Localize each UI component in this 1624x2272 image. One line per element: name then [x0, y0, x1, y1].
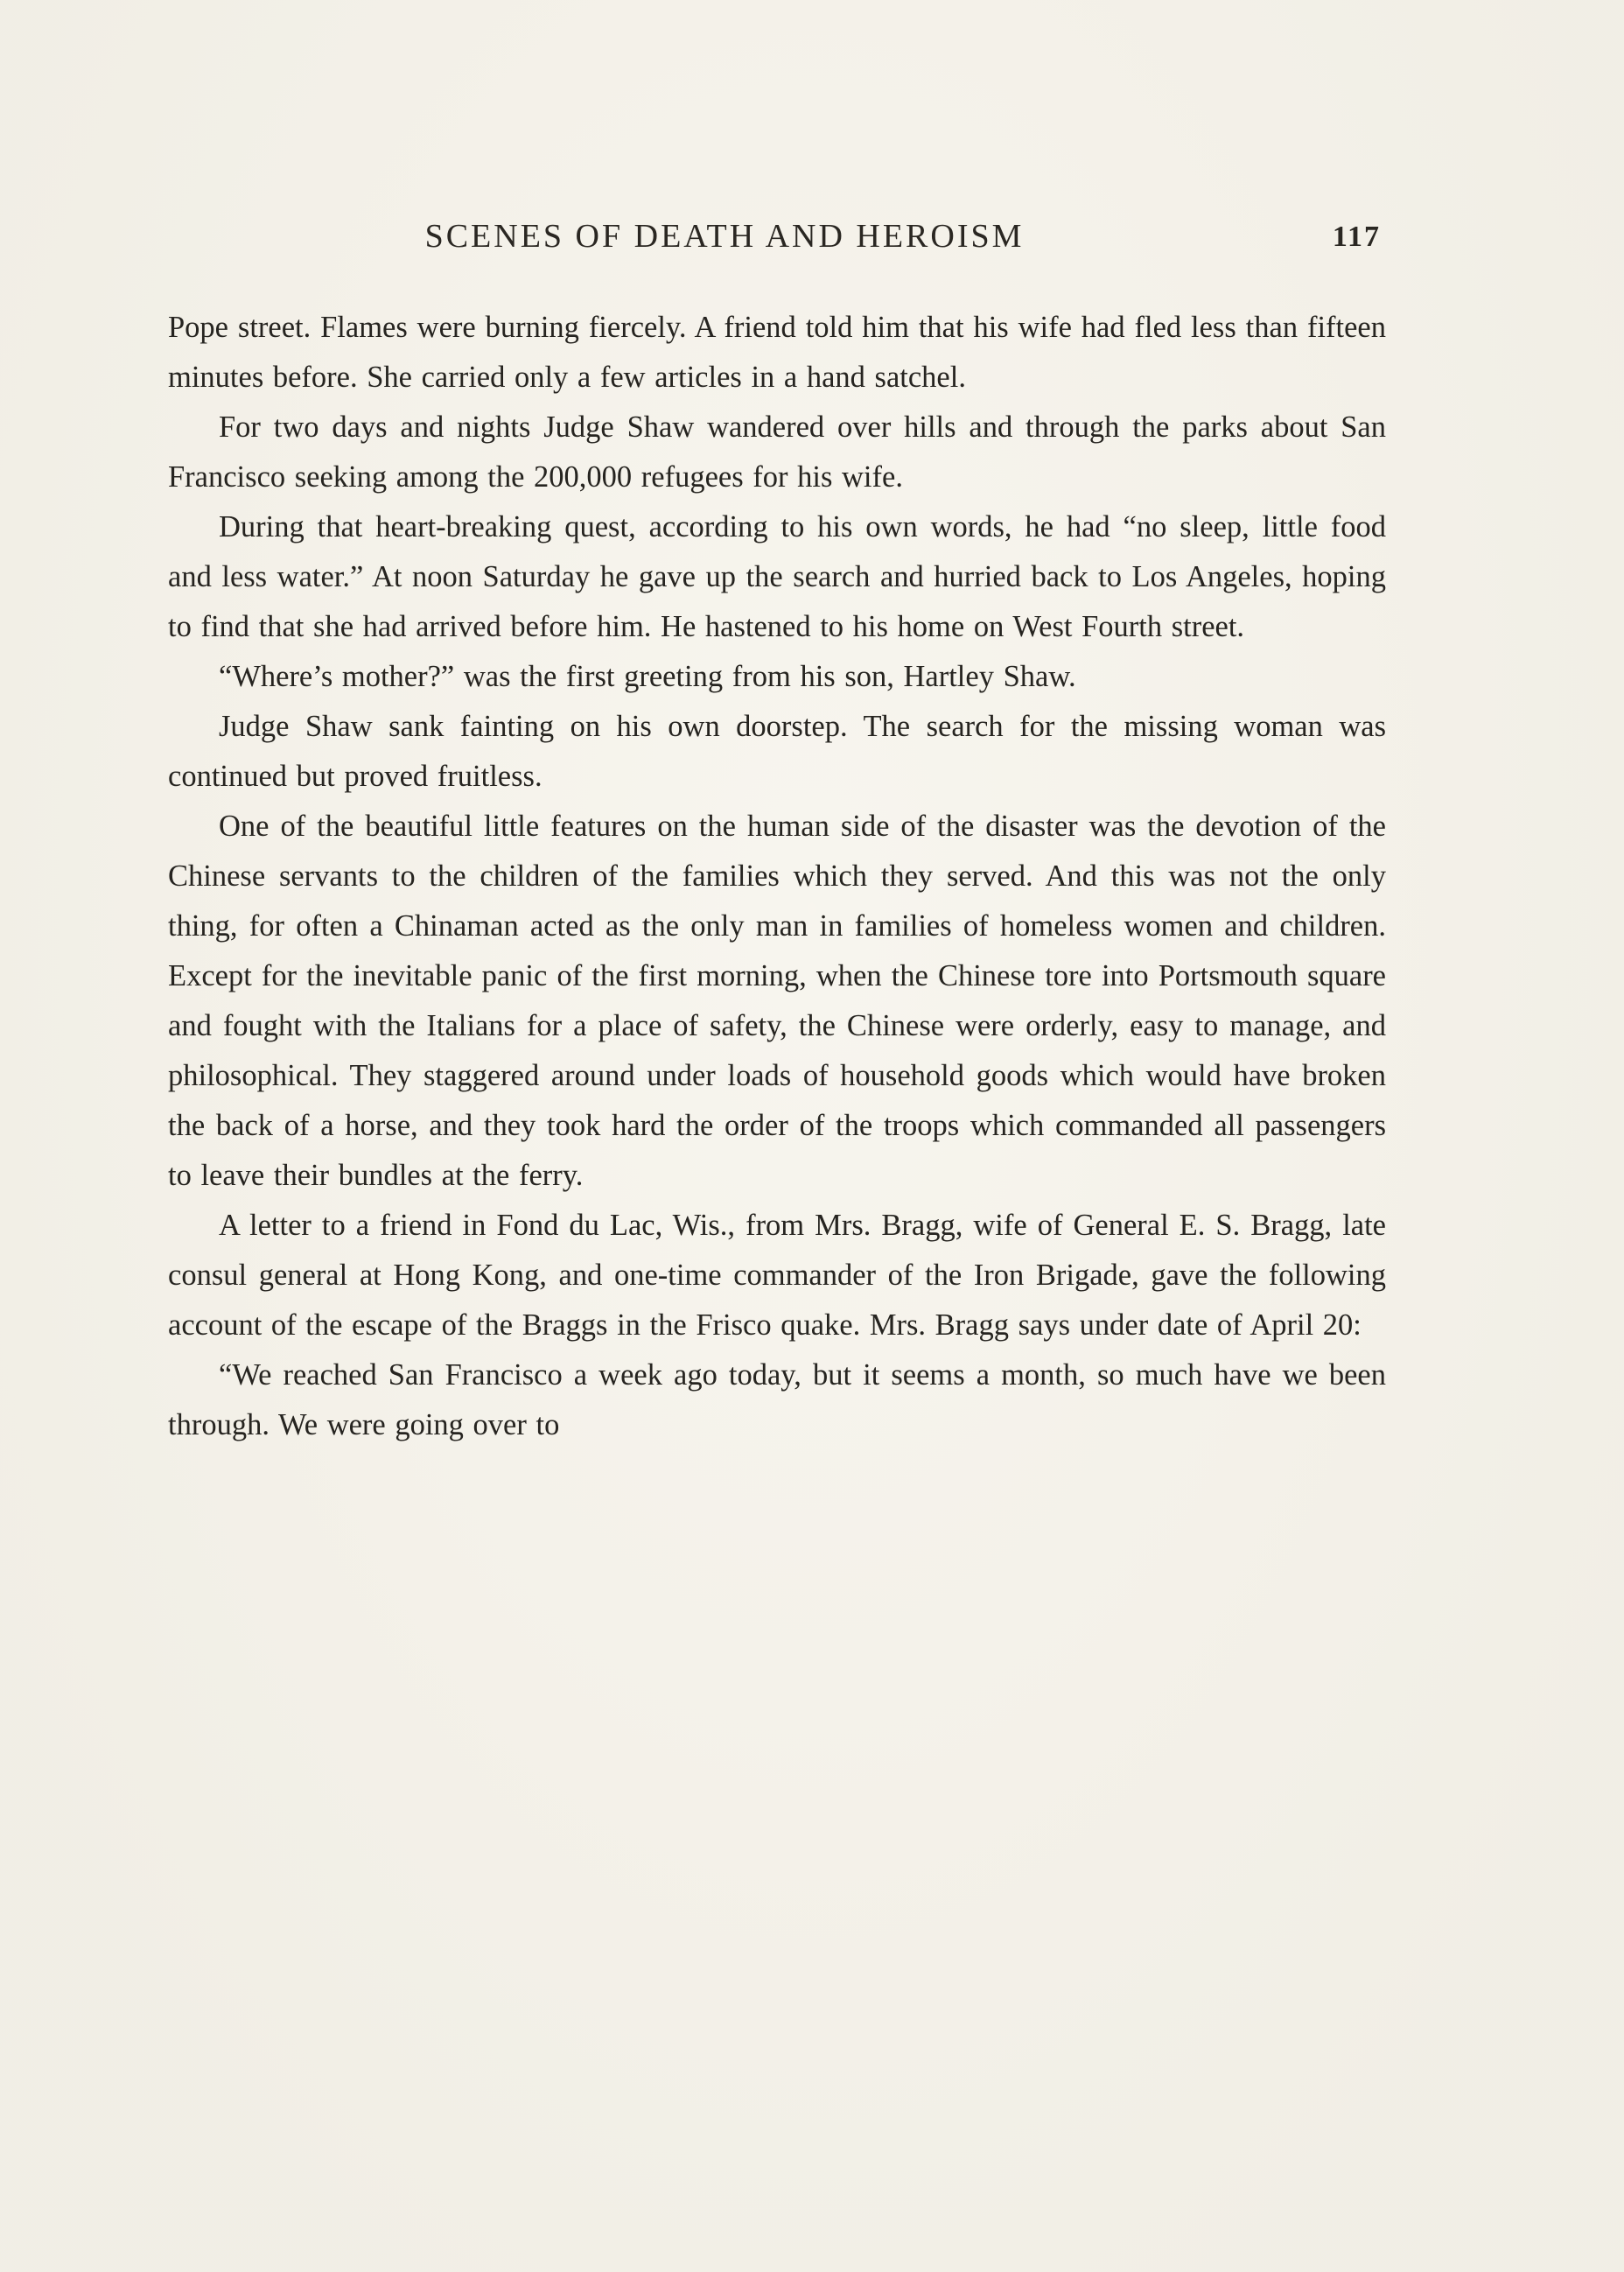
page-number: 117: [1332, 221, 1381, 253]
paragraph: Pope street. Flames were burning fiercely. A friend told him that his wife had fled less than fifteen minutes before. She carried only a few articles in a hand satchel.: [168, 311, 1386, 394]
paragraph: “We reached San Francisco a week ago today, but it seems a month, so much have we been through. We were going over to: [168, 1358, 1386, 1441]
text-block: [168, 217, 1386, 1450]
paragraph: One of the beautiful little features on the human side of the disaster was the devotion of the Chinese servants to the children of the families which they served. And this was not the only thing, for often a Chinaman acted as the only man in families of homeless women and children. Except for the inevitable panic of the first morning, when the Chinese tore into Portsmouth square and fought with the Italians for a place of safety, the Chinese were orderly, easy to manage, and philosophical. They staggered around under loads of household goods which would have broken the back of a horse, and they took hard the order of the troops which commanded all passengers to leave their bundles at the ferry.: [168, 810, 1386, 1192]
paragraph: During that heart-breaking quest, according to his own words, he had “no sleep, little food and less water.” At noon Saturday he gave up the search and hurried back to Los Angeles, hoping to find that she had arrived before him. He hastened to his home on West Fourth street.: [168, 510, 1386, 643]
body-text: [168, 303, 1386, 1450]
paragraph: “Where’s mother?” was the first greeting from his son, Hartley Shaw.: [219, 660, 1076, 693]
paragraph: A letter to a friend in Fond du Lac, Wis., from Mrs. Bragg, wife of General E. S. Bragg, late consul general at Hong Kong, and one-time commander of the Iron Brigade, gave the following account of the escape of the Braggs in the Frisco quake. Mrs. Bragg says under date of April 20:: [168, 1209, 1386, 1342]
page-header: [168, 217, 1386, 278]
running-head-title: SCENES OF DEATH AND HEROISM: [424, 218, 1025, 255]
paragraph: Judge Shaw sank fainting on his own doorstep. The search for the missing woman was continued but proved fruitless.: [168, 710, 1386, 793]
paragraph: For two days and nights Judge Shaw wandered over hills and through the parks about San Francisco seeking among the 200,000 refugees for his wife.: [168, 410, 1386, 494]
